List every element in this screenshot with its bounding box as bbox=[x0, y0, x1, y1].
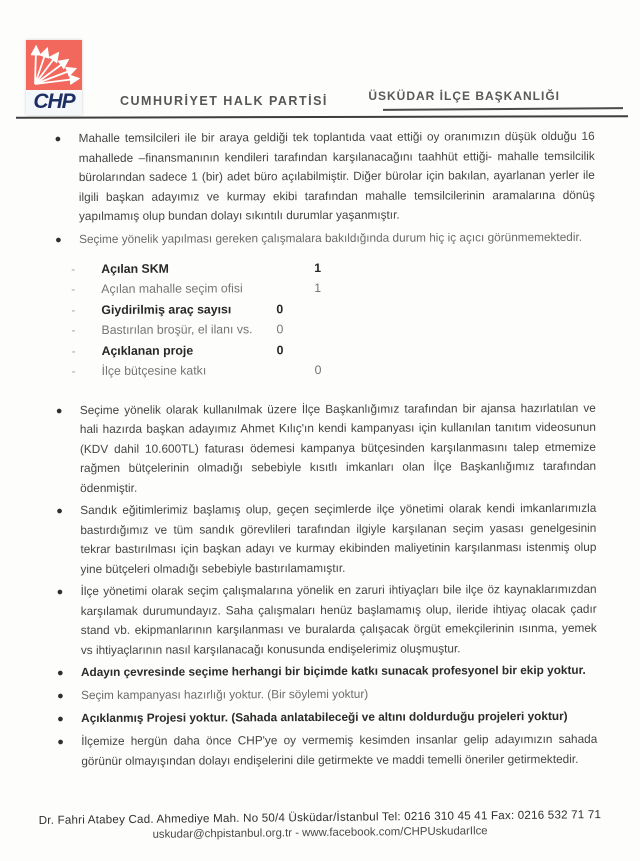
bullet-text: İlçemize hergün daha önce CHP'ye oy vermemiş kesimden insanlar gelip adayımızın sahada görünür olmayışından dolayı endişelerini dile getirmekte ve maddi temelli öneriler getirmektedir. bbox=[81, 731, 598, 768]
stat-row bbox=[72, 342, 352, 364]
stat-row bbox=[71, 322, 351, 344]
bullet-text: Açıklanmış Projesi yoktur. (Sahada anlatabileceği ve altını doldurduğu projeleri yoktur) bbox=[81, 708, 568, 726]
stats-list bbox=[71, 260, 352, 384]
dash-icon: - bbox=[71, 364, 76, 379]
office-name-underline bbox=[383, 107, 623, 111]
header-rule bbox=[16, 115, 628, 119]
list-item bbox=[57, 661, 597, 683]
list-item bbox=[56, 398, 596, 498]
dash-icon: - bbox=[71, 282, 76, 297]
stat-value: 0 bbox=[276, 301, 284, 316]
bullet-icon: ● bbox=[56, 586, 64, 599]
list-item bbox=[57, 684, 597, 706]
footer bbox=[0, 808, 640, 843]
stat-label: Açıklanan proje bbox=[101, 343, 194, 358]
dash-icon: - bbox=[71, 343, 76, 358]
dash-icon: - bbox=[71, 261, 76, 276]
party-name: CUMHURİYET HALK PARTİSİ bbox=[120, 94, 328, 108]
dash-icon: - bbox=[71, 302, 76, 317]
bullet-icon: ● bbox=[57, 736, 64, 749]
chp-logo bbox=[26, 40, 82, 115]
stat-row bbox=[71, 260, 351, 282]
bullet-text: Mahalle temsilcileri ile bir araya geldiği tek toplantıda vaat ettiği oy oranımızın düşük olduğu 16 mahallede –finansmanının kendileri tarafından karşılanacağını taahhüt ettiği- mahalle temsilcilik bürolarından sadece 1 (bir) adet büro açılabilmiştir. Diğer bürolar için bakılan, ayarlanan yerler ile ilgili başkan adayımız ve kurmay ekibi tarafından mahalle temsilcilerinin aramalarına dönüş yapılmamış olup bundan dolayı sıkıntılı durumlar yaşanmıştır. bbox=[78, 128, 595, 224]
footer-contact: uskudar@chpistanbul.org.tr - www.facebook.com/CHPUskudarIlce bbox=[152, 825, 488, 841]
stat-row bbox=[71, 301, 351, 323]
dash-icon: - bbox=[71, 323, 76, 338]
stat-label: İlçe bütçesine katkı bbox=[101, 363, 207, 378]
list-item bbox=[55, 127, 595, 227]
stat-value: 0 bbox=[314, 362, 322, 378]
stat-row bbox=[71, 281, 351, 303]
chp-logo-text: CHP bbox=[26, 90, 82, 115]
stat-label: Bastırılan broşür, el ilanı vs. bbox=[101, 322, 253, 337]
document-body bbox=[0, 127, 640, 775]
list-item bbox=[57, 730, 597, 771]
stat-value: 1 bbox=[314, 280, 322, 296]
bullet-icon: ● bbox=[55, 233, 62, 246]
stat-value: 0 bbox=[276, 322, 284, 337]
bullet-text: Sandık eğitimlerimiz başlamış olup, geçen seçimlerde ilçe yönetimi olarak kendi imkanlarımızla bastırdığımız ve tüm sandık görevlileri tarafından ilgiyle karşılanan seçim yasası genelgesinin tekrar bastırılması için başkan adayı ve kurmay ekibinden maliyetinin karşılanması istenmiş olup yine bütçeleri olmadığı sebebiyle bastırılamamıştır. bbox=[80, 500, 597, 576]
bullet-text: Seçime yönelik olarak kullanılmak üzere İlçe Başkanlığımız tarafından bir ajansa hazırlatılan ve hali hazırda başkan adayımız Ahmet Kılıç'ın kendi kampanyası için kullanılan tanıtım videosunun (KDV dahil 10.600TL) faturası ödemesi kampanya bütçesinden karşılanmasını talep etmemize rağmen bütçelerinin olmadığı sebebiyle kısıtlı imkanları olan İlçe Başkanlığımız tarafından ödenmiştir. bbox=[79, 400, 597, 495]
office-name: ÜSKÜDAR İLÇE BAŞKANLIĞI bbox=[368, 89, 560, 103]
list-item bbox=[57, 580, 597, 660]
stat-label: Açılan mahalle seçim ofisi bbox=[101, 281, 243, 296]
stat-label: Açılan SKM bbox=[101, 261, 169, 276]
letterhead bbox=[0, 0, 640, 122]
list-item bbox=[57, 707, 597, 729]
bullet-icon: ● bbox=[56, 505, 63, 518]
bullet-icon: ● bbox=[54, 133, 62, 146]
footer-address: Dr. Fahri Atabey Cad. Ahmediye Mah. No 50/4 Üsküdar/İstanbul Tel: 0216 310 45 41 Fax: 0216 532 71 71 bbox=[38, 808, 602, 827]
bullet-text: Adayın çevresinde seçime herhangi bir biçimde katkı sunacak profesyonel bir ekip yoktur. bbox=[80, 662, 586, 680]
bullet-icon: ● bbox=[55, 404, 63, 417]
bullet-text: Seçime yönelik yapılması gereken çalışmalara bakıldığında durum hiç iç açıcı görünmemektedir. bbox=[79, 229, 583, 246]
bullet-icon: ● bbox=[57, 713, 64, 726]
bullet-text: Seçim kampanyası hazırlığı yoktur. (Bir söylemi yoktur) bbox=[81, 686, 369, 703]
bullet-icon: ● bbox=[57, 690, 64, 703]
list-item bbox=[55, 227, 595, 249]
bullet-text: İlçe yönetimi olarak seçim çalışmalarına yönelik en zaruri ihtiyaçları bile ilçe öz kaynaklarımızdan karşılamak durumundayız. Saha çalışmaları henüz başlamamış olup, ileride ihtiyaç olacak çadır stand vb. ekipmanlarının karşılanması ve buralarda çalışacak örgüt emekçilerinin ısınma, yemek vs ihtiyaçlarının nasıl karşılanacağı konusunda endişelerimiz oluşmuştur. bbox=[80, 581, 597, 657]
list-item bbox=[56, 499, 596, 579]
chp-sun-arrows-icon bbox=[26, 40, 82, 90]
stat-value: 1 bbox=[314, 260, 322, 275]
bullet-icon: ● bbox=[56, 667, 64, 680]
stat-row bbox=[72, 363, 352, 385]
stat-value: 0 bbox=[276, 342, 284, 357]
stat-label: Giydirilmiş araç sayısı bbox=[101, 301, 232, 317]
